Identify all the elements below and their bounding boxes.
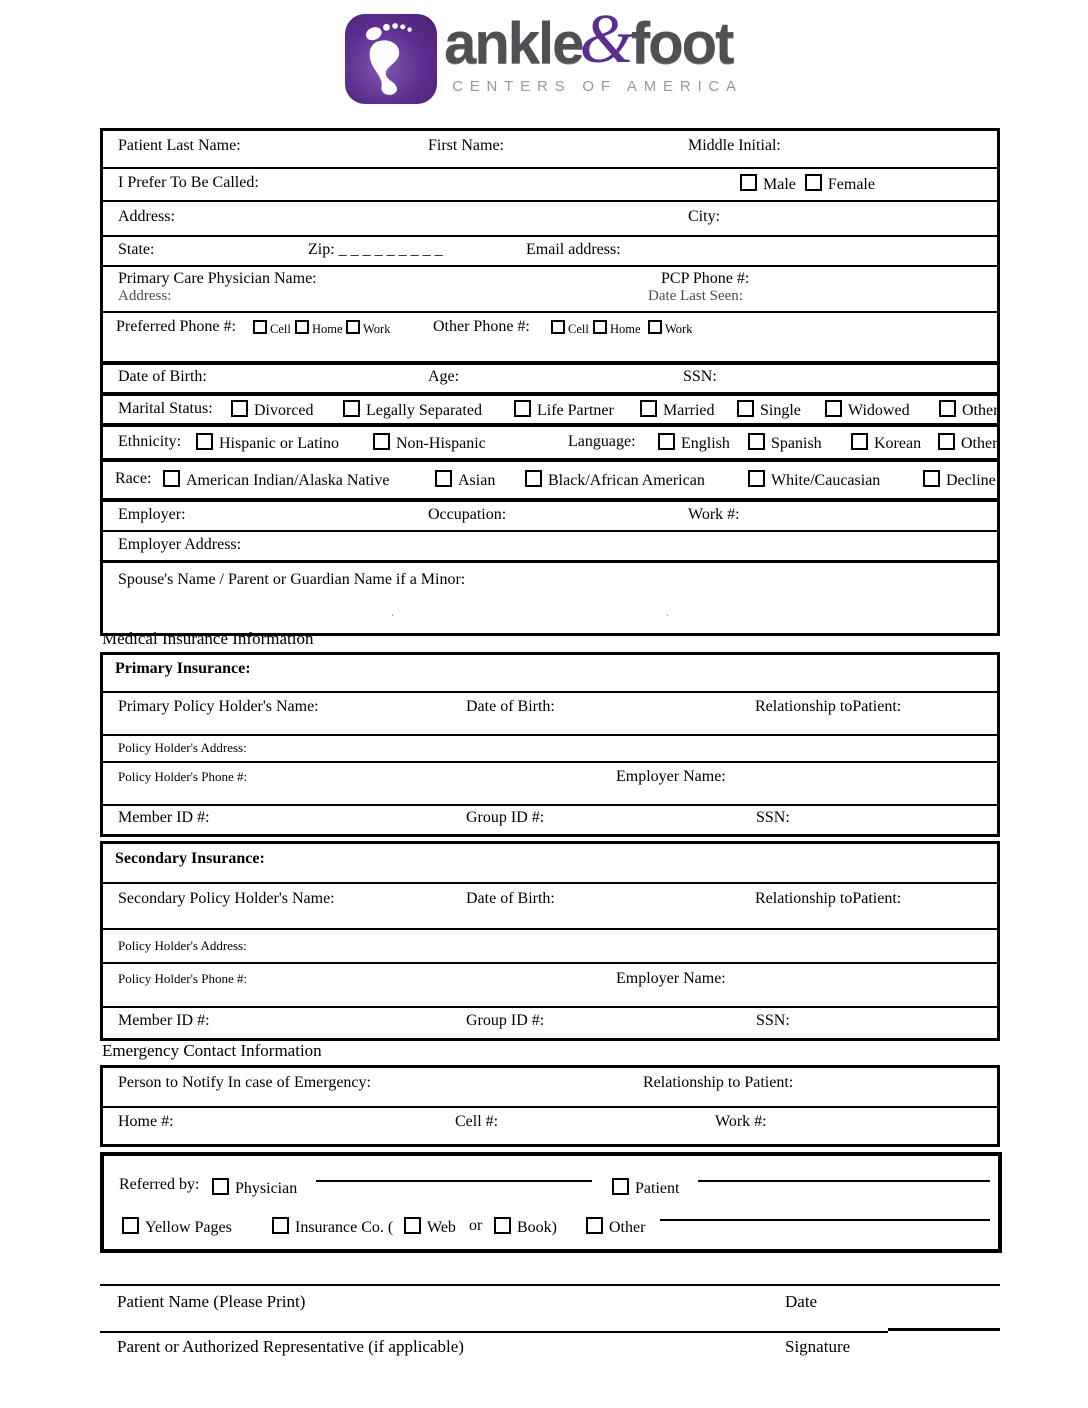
book-option (494, 1217, 557, 1237)
patient-name-line[interactable] (698, 1162, 990, 1182)
secondary-holder-name-label[interactable]: Secondary Policy Holder's Name: (118, 890, 335, 907)
checkbox-divorced[interactable] (231, 400, 248, 417)
checkbox-spanish[interactable] (748, 433, 765, 450)
row-secondary-insurance (103, 844, 997, 882)
insurance-co-label: Insurance Co. ( (295, 1219, 394, 1236)
option-label: Other (961, 435, 998, 452)
race-option (923, 470, 996, 490)
row-marital-status (103, 392, 997, 423)
physician-label: Physician (235, 1180, 298, 1197)
logo (0, 1, 1088, 104)
cell-label: Cell (568, 322, 589, 336)
checkbox-marital-other[interactable] (939, 400, 956, 417)
marital-option (737, 400, 801, 420)
option-label: Legally Separated (366, 402, 482, 419)
zip-text: Zip: (308, 241, 335, 258)
row-employer (103, 498, 997, 530)
option-label: English (681, 435, 730, 452)
home-label: Home (312, 322, 343, 336)
checkbox-asian[interactable] (435, 470, 452, 487)
or-label: or (469, 1217, 483, 1234)
option-label: American Indian/Alaska Native (186, 472, 390, 489)
language-option (851, 433, 921, 453)
emergency-home-label[interactable]: Home #: (118, 1113, 174, 1130)
secondary-ssn-label[interactable]: SSN: (756, 1012, 790, 1029)
row-primary-holder-phone (103, 761, 997, 804)
marital-option (939, 400, 998, 420)
primary-ssn-label[interactable]: SSN: (756, 809, 790, 826)
checkbox-insurance-co[interactable] (272, 1217, 289, 1234)
checkbox-life-partner[interactable] (514, 400, 531, 417)
pcp-right-stack (648, 270, 749, 305)
marital-option (514, 400, 614, 420)
footprint-icon (345, 14, 437, 104)
pcp-address-label[interactable]: Address: (118, 288, 172, 304)
stray-dot: . (666, 605, 669, 619)
referral-table (100, 1152, 1002, 1253)
secondary-dob-label[interactable]: Date of Birth: (466, 890, 555, 907)
other-work-option (648, 320, 692, 337)
dob-label[interactable]: Date of Birth: (118, 368, 207, 385)
female-label: Female (827, 176, 875, 193)
row-emergency-person (103, 1068, 997, 1106)
preferred-cell-option (253, 320, 291, 337)
secondary-group-id-label[interactable]: Group ID #: (466, 1012, 545, 1029)
checkbox-widowed[interactable] (825, 400, 842, 417)
row-name (103, 131, 997, 167)
parent-representative-label: Parent or Authorized Representative (if applicable) (117, 1337, 464, 1356)
option-label: Spanish (771, 435, 822, 452)
pcp-left-stack (118, 270, 317, 305)
other-option (586, 1217, 645, 1237)
home-label: Home (610, 322, 641, 336)
ethnicity-label: Ethnicity: (118, 433, 182, 450)
primary-employer-name-label[interactable]: Employer Name: (616, 768, 726, 785)
row-primary-insurance (103, 655, 997, 691)
checkbox-preferred-work[interactable] (346, 320, 360, 334)
ethnicity-option (196, 433, 339, 453)
email-label[interactable]: Email address: (526, 241, 621, 258)
pcp-name-label[interactable]: Primary Care Physician Name: (118, 270, 317, 287)
option-label: White/Caucasian (771, 472, 881, 489)
ssn-label[interactable]: SSN: (683, 368, 717, 385)
other-home-option (593, 320, 641, 337)
patient-info-table (100, 128, 1000, 636)
row-secondary-holder-phone (103, 962, 997, 1006)
marital-option (231, 400, 314, 420)
insurance-co-option (272, 1217, 393, 1237)
secondary-holder-address-label[interactable]: Policy Holder's Address: (118, 938, 247, 953)
checkbox-single[interactable] (737, 400, 754, 417)
primary-dob-label[interactable]: Date of Birth: (466, 698, 555, 715)
physician-referral (212, 1178, 297, 1198)
checkbox-physician[interactable] (212, 1178, 229, 1195)
other-cell-option (551, 320, 589, 337)
race-option (163, 470, 389, 490)
spouse-label[interactable]: Spouse's Name / Parent or Guardian Name if a Minor: (118, 571, 466, 588)
preferred-phone-label: Preferred Phone #: (116, 318, 236, 335)
yellow-pages-label: Yellow Pages (145, 1219, 232, 1236)
preferred-home-option (295, 320, 343, 337)
work-label: Work (363, 322, 391, 336)
marital-option (343, 400, 482, 420)
primary-insurance-table (100, 652, 1000, 837)
city-label[interactable]: City: (688, 208, 721, 225)
employer-address-label[interactable]: Employer Address: (118, 536, 242, 553)
logo-ampersand: & (579, 1, 634, 78)
yellow-pages-option (122, 1217, 232, 1237)
date-label: Date (785, 1292, 818, 1311)
date-last-seen-label[interactable]: Date Last Seen: (648, 288, 743, 304)
primary-holder-phone-label[interactable]: Policy Holder's Phone #: (118, 769, 248, 784)
checkbox-other-home[interactable] (593, 320, 607, 334)
option-label: Decline (946, 472, 996, 489)
row-spouse (103, 560, 997, 633)
marital-label: Marital Status: (118, 400, 213, 417)
row-phones (103, 311, 997, 361)
middle-initial-label[interactable]: Middle Initial: (688, 137, 781, 154)
emergency-person-label[interactable]: Person to Notify In case of Emergency: (118, 1074, 371, 1091)
row-secondary-ids (103, 1006, 997, 1038)
language-label: Language: (568, 433, 636, 450)
referred-by-label: Referred by: (119, 1176, 200, 1193)
book-label: Book) (517, 1219, 557, 1236)
row-pcp (103, 265, 997, 311)
emergency-work-label[interactable]: Work #: (715, 1113, 767, 1130)
male-label: Male (763, 176, 796, 193)
web-label: Web (427, 1219, 456, 1236)
stray-dot: . (391, 605, 394, 619)
checkbox-married[interactable] (640, 400, 657, 417)
primary-relationship-label[interactable]: Relationship toPatient: (755, 698, 902, 715)
other-label: Other (609, 1219, 646, 1236)
primary-group-id-label[interactable]: Group ID #: (466, 809, 545, 826)
emergency-cell-label[interactable]: Cell #: (455, 1113, 499, 1130)
patient-label: Patient (635, 1180, 680, 1197)
checkbox-referral-patient[interactable] (612, 1178, 629, 1195)
secondary-insurance-label[interactable]: Secondary Insurance: (115, 850, 265, 867)
web-option (404, 1217, 456, 1237)
checkbox-white[interactable] (748, 470, 765, 487)
option-label: Hispanic or Latino (219, 435, 339, 452)
checkbox-race-decline[interactable] (923, 470, 940, 487)
logo-word-ankle: ankle (444, 11, 583, 76)
preferred-work-option (346, 320, 390, 337)
work-label: Work (665, 322, 693, 336)
emergency-section-title: Emergency Contact Information (102, 1041, 322, 1060)
primary-holder-name-label[interactable]: Primary Policy Holder's Name: (118, 698, 319, 715)
signature-label: Signature (785, 1337, 851, 1356)
employer-label[interactable]: Employer: (118, 506, 186, 523)
primary-insurance-label[interactable]: Primary Insurance: (115, 660, 251, 677)
secondary-employer-name-label[interactable]: Employer Name: (616, 970, 726, 987)
signature-line-2 (100, 1331, 888, 1333)
option-label: Korean (874, 435, 922, 452)
option-label: Divorced (254, 402, 314, 419)
race-label: Race: (115, 470, 152, 487)
patient-referral (612, 1178, 679, 1198)
row-race (103, 458, 997, 498)
logo-wordmark (444, 1, 743, 78)
emergency-relationship-label[interactable]: Relationship to Patient: (643, 1074, 794, 1091)
checkbox-hispanic[interactable] (196, 433, 213, 450)
sex-options (740, 174, 875, 194)
pcp-phone-label[interactable]: PCP Phone #: (661, 270, 750, 287)
referral-rows (104, 1156, 998, 1249)
secondary-holder-phone-label[interactable]: Policy Holder's Phone #: (118, 971, 248, 986)
row-emergency-phones (103, 1106, 997, 1144)
checkbox-web[interactable] (404, 1217, 421, 1234)
age-label[interactable]: Age: (428, 368, 460, 385)
checkbox-other-cell[interactable] (551, 320, 565, 334)
row-secondary-holder (103, 882, 997, 928)
row-primary-holder (103, 691, 997, 734)
signature-line-2-right (888, 1328, 1000, 1331)
primary-member-id-label[interactable]: Member ID #: (118, 809, 210, 826)
race-option (525, 470, 705, 490)
state-label[interactable]: State: (118, 241, 155, 258)
prefer-called-label[interactable]: I Prefer To Be Called: (118, 174, 259, 191)
physician-name-line[interactable] (316, 1162, 592, 1182)
row-state-zip-email (103, 235, 997, 265)
other-phone-label: Other Phone #: (433, 318, 530, 335)
row-primary-holder-address (103, 734, 997, 761)
ethnicity-option (373, 433, 486, 453)
checkbox-black[interactable] (525, 470, 542, 487)
checkbox-female[interactable] (805, 174, 822, 191)
option-label: Non-Hispanic (396, 435, 486, 452)
checkbox-referral-other[interactable] (586, 1217, 603, 1234)
option-label: Married (663, 402, 715, 419)
row-ethnicity-language (103, 423, 997, 458)
patient-last-name-label[interactable]: Patient Last Name: (118, 137, 241, 154)
language-option (748, 433, 822, 453)
insurance-section-title: Medical Insurance Information (102, 629, 314, 648)
logo-subtitle: CENTERS OF AMERICA (452, 78, 743, 95)
row-dob-age-ssn (103, 361, 997, 392)
race-option (435, 470, 495, 490)
checkbox-male[interactable] (740, 174, 757, 191)
secondary-relationship-label[interactable]: Relationship toPatient: (755, 890, 902, 907)
checkbox-yellow-pages[interactable] (122, 1217, 139, 1234)
row-employer-address (103, 530, 997, 560)
zip-label[interactable] (308, 241, 443, 259)
language-option (658, 433, 730, 453)
option-label: Other (962, 402, 999, 419)
primary-holder-address-label[interactable]: Policy Holder's Address: (118, 740, 247, 755)
row-secondary-holder-address (103, 928, 997, 962)
signature-line-1 (100, 1284, 1000, 1286)
checkbox-preferred-cell[interactable] (253, 320, 267, 334)
checkbox-legally-separated[interactable] (343, 400, 360, 417)
checkbox-korean[interactable] (851, 433, 868, 450)
occupation-label[interactable]: Occupation: (428, 506, 507, 523)
first-name-label[interactable]: First Name: (428, 137, 504, 154)
checkbox-other-work[interactable] (648, 320, 662, 334)
row-preferred-name-sex (103, 167, 997, 200)
logo-word-foot: foot (630, 11, 733, 76)
option-label: Life Partner (537, 402, 614, 419)
logo-text (444, 1, 743, 95)
checkbox-non-hispanic[interactable] (373, 433, 390, 450)
option-label: Black/African American (548, 472, 705, 489)
work-number-label[interactable]: Work #: (688, 506, 740, 523)
secondary-insurance-table (100, 841, 1000, 1041)
option-label: Asian (458, 472, 496, 489)
address-label[interactable]: Address: (118, 208, 175, 225)
checkbox-preferred-home[interactable] (295, 320, 309, 334)
language-option (938, 433, 997, 453)
other-line[interactable] (660, 1201, 990, 1221)
option-label: Widowed (848, 402, 910, 419)
marital-option (640, 400, 715, 420)
checkbox-book[interactable] (494, 1217, 511, 1234)
marital-option (825, 400, 910, 420)
row-primary-ids (103, 804, 997, 834)
secondary-member-id-label[interactable]: Member ID #: (118, 1012, 210, 1029)
row-address-city (103, 200, 997, 235)
checkbox-american-indian[interactable] (163, 470, 180, 487)
checkbox-english[interactable] (658, 433, 675, 450)
zip-blanks[interactable]: _ _ _ _ _ _ _ _ _ (338, 241, 443, 258)
checkbox-language-other[interactable] (938, 433, 955, 450)
patient-name-print-label: Patient Name (Please Print) (117, 1292, 306, 1311)
option-label: Single (760, 402, 801, 419)
cell-label: Cell (270, 322, 291, 336)
emergency-contact-table (100, 1065, 1000, 1147)
race-option (748, 470, 880, 490)
